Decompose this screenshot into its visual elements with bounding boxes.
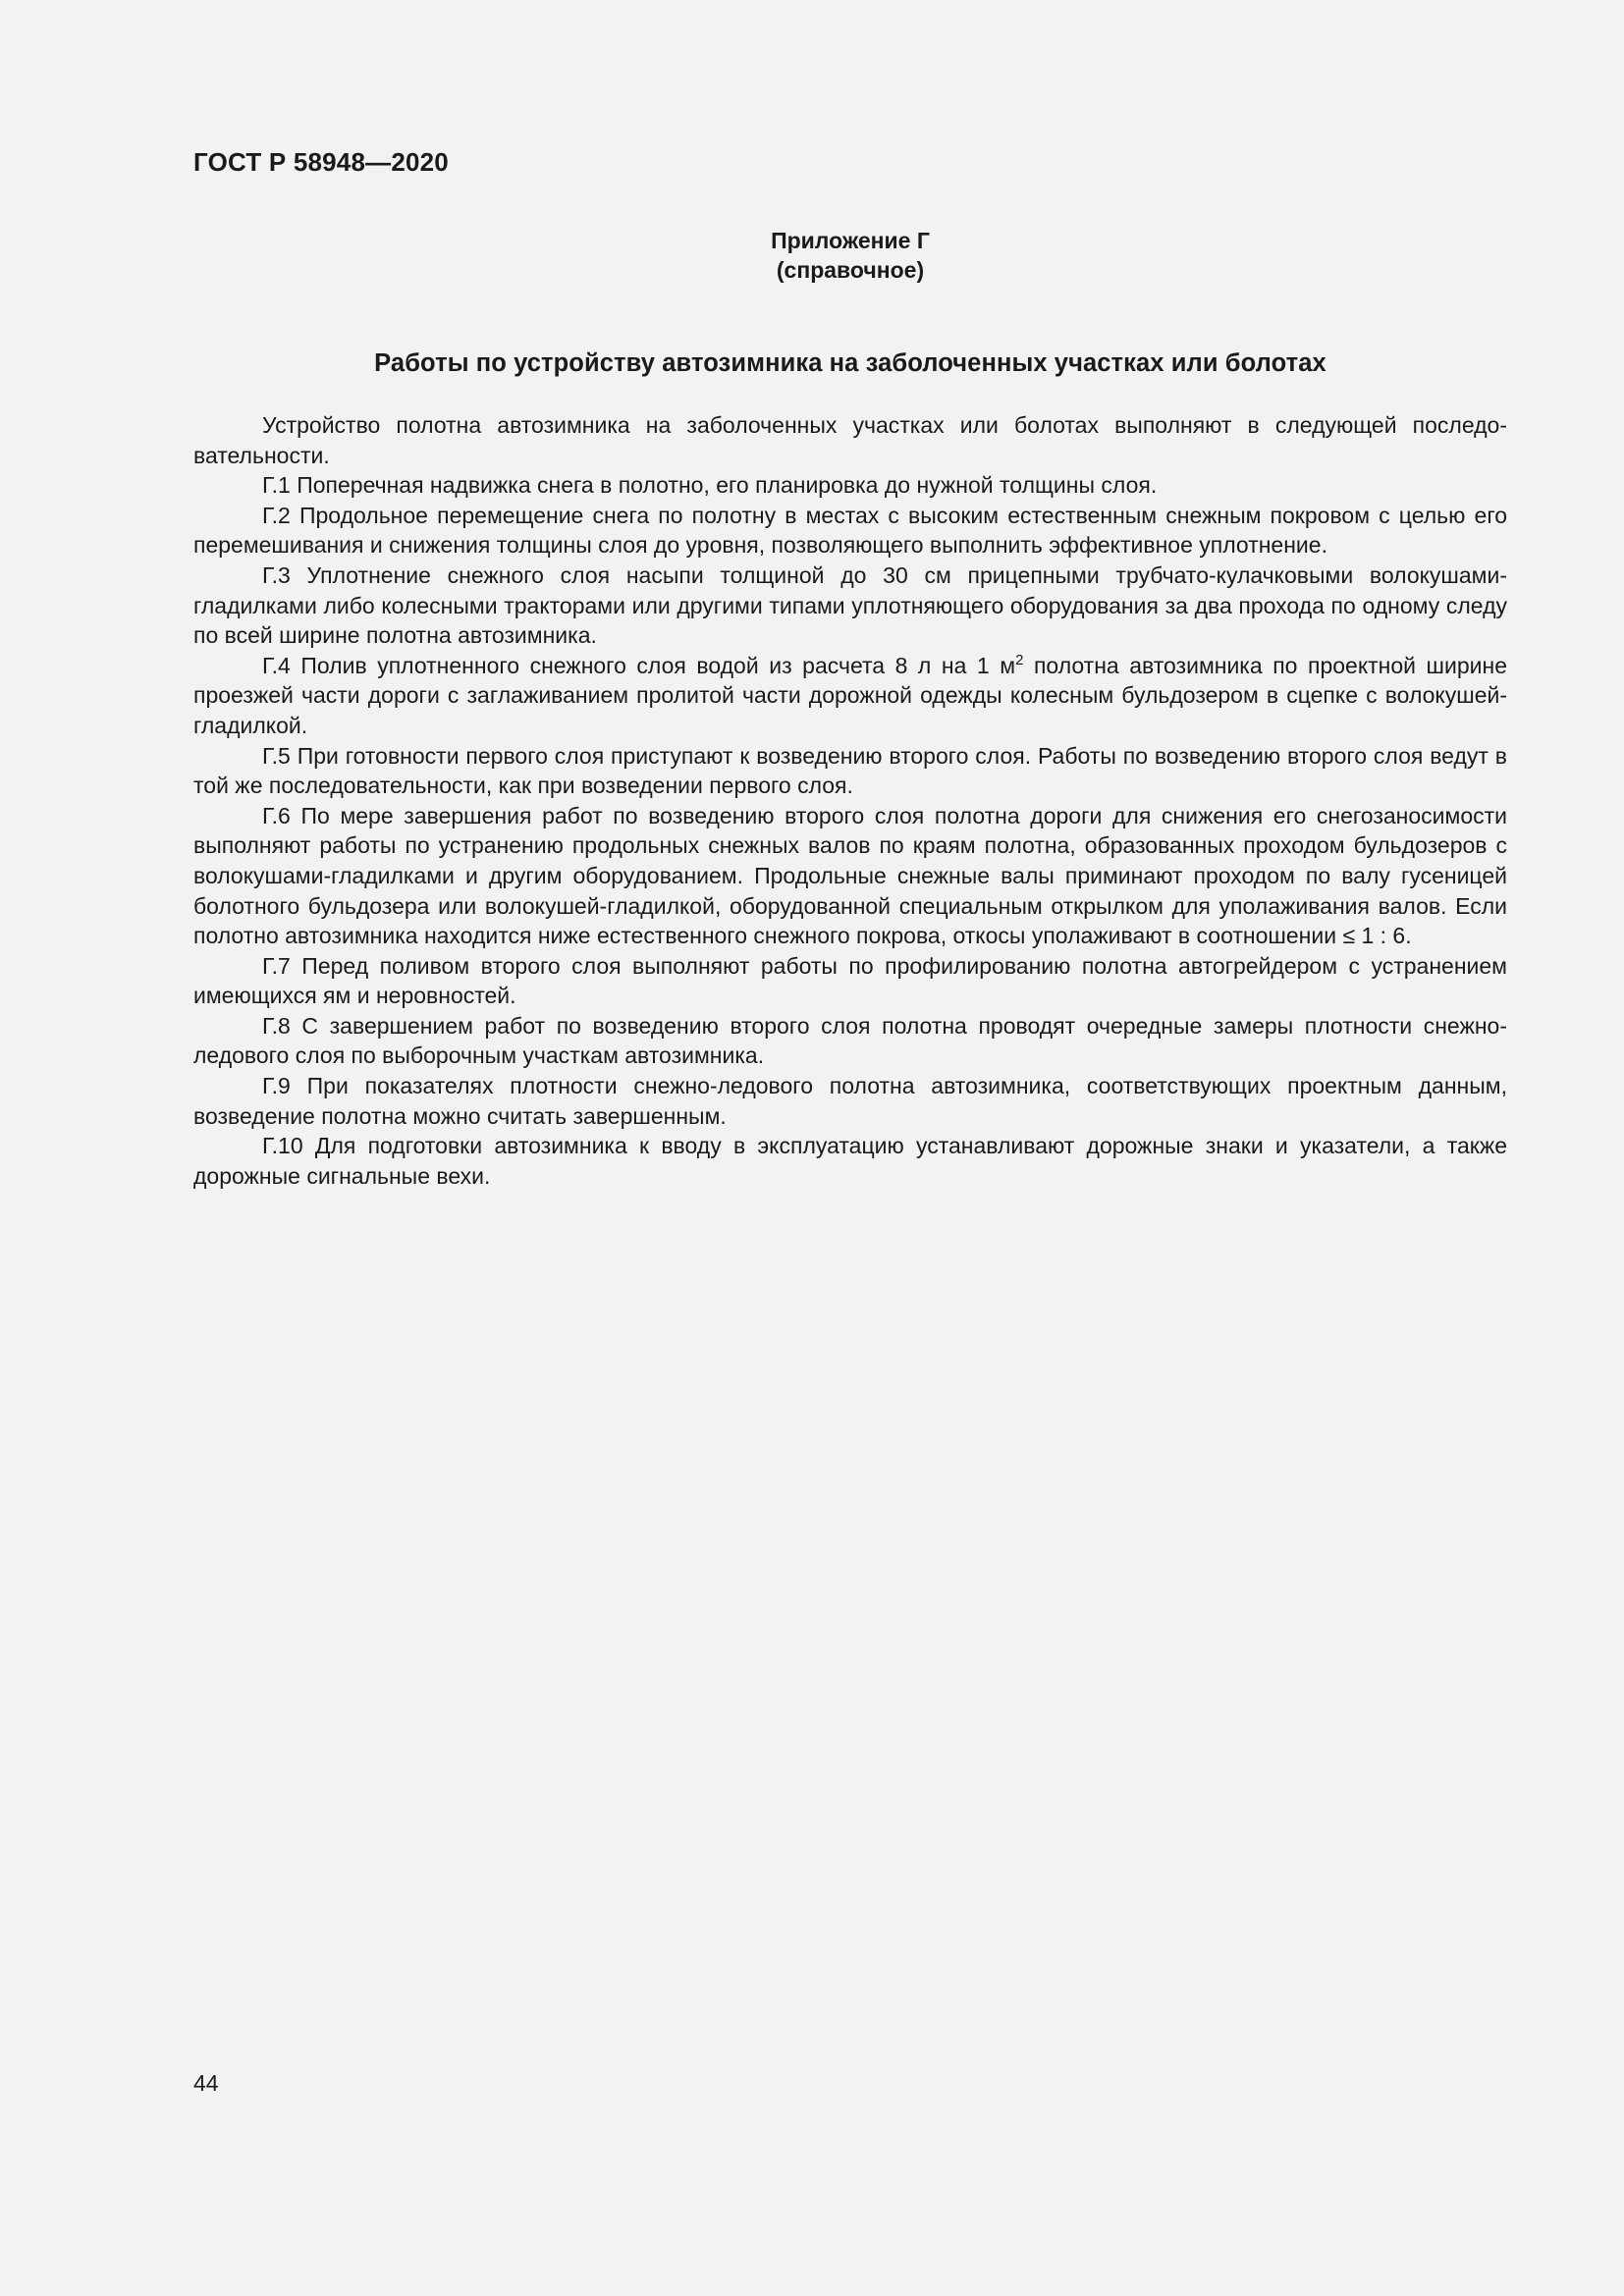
body-text <box>193 410 1507 1191</box>
paragraph-g4-part1: Г.4 Полив уплотненного снежного слоя водой из расчета 8 л на 1 м <box>262 652 1016 678</box>
paragraph-g2: Г.2 Продольное перемещение снега по полотну в местах с высоким естественным снежным покровом с целью его перемешивания и снижения толщины слоя до уровня, позволяющего выполнить эффективное уплотнение. <box>193 502 1507 559</box>
paragraph-intro: Устройство полотна автозимника на заболоченных участках или болотах выполняют в следующей последовательности. <box>193 412 1507 468</box>
paragraph-g9: Г.9 При показателях плотности снежно-ледового полотна автозимника, соответствующих проектным данным, возведение полотна можно считать завершенным. <box>193 1073 1507 1129</box>
document-id-header: ГОСТ Р 58948—2020 <box>193 147 449 177</box>
appendix-kind: (справочное) <box>776 257 925 283</box>
paragraph-g5: Г.5 При готовности первого слоя приступают к возведению второго слоя. Работы по возведению второго слоя ведут в той же последовательности, как при возведении первого слоя. <box>193 742 1507 799</box>
section-title: Работы по устройству автозимника на заболоченных участках или болотах <box>374 349 1326 377</box>
paragraph-g1: Г.1 Поперечная надвижка снега в полотно, его планировка до нужной толщины слоя. <box>262 472 1158 499</box>
page-number: 44 <box>193 2070 219 2096</box>
paragraph-g4 <box>193 651 1507 741</box>
appendix-label: Приложение Г <box>771 228 930 253</box>
appendix-heading <box>193 226 1507 285</box>
paragraph-g8: Г.8 С завершением работ по возведению второго слоя полотна проводят очередные замеры плотности снежно-ледового слоя по выборочным участкам автозимника. <box>193 1012 1507 1069</box>
paragraph-g6: Г.6 По мере завершения работ по возведению второго слоя полотна дороги для снижения его снегозаносимости выполняют работы по устранению продольных снежных валов по краям полотна, образованных проходом бульдозеров с волокушами-гладилками и другим оборудованием. Продольные снежные валы приминают проходом по валу гусеницей болотного бульдозера или волокушей-гладилкой, оборудованной специальным открылком для уполаживания валов. Если полотно автозимника находится ниже естественного снежного покрова, откосы уполаживают в соотношении ≤ 1 : 6. <box>193 802 1507 949</box>
paragraph-g4-part2: полотна автозимника по проектной ширине проезжей части дороги с заглаживанием пролитой части дорожной одежды колесным бульдозером в сцепке с волокушей-гладилкой. <box>193 652 1507 738</box>
paragraph-g10: Г.10 Для подготовки автозимника к вводу в эксплуатацию устанавливают дорожные знаки и указатели, а также дорожные сигнальные вехи. <box>193 1133 1507 1189</box>
paragraph-g3: Г.3 Уплотнение снежного слоя насыпи толщиной до 30 см прицепными трубчато-кулачковыми волокушами-гладилками либо колесными тракторами или другими типами уплотняющего оборудования за два прохода по одному следу по всей ширине полотна автозимника. <box>193 561 1507 649</box>
paragraph-g7: Г.7 Перед поливом второго слоя выполняют работы по профилированию полотна автогрейдером с устранением имеющихся ям и неровностей. <box>193 952 1507 1009</box>
superscript-two: 2 <box>1015 651 1024 668</box>
